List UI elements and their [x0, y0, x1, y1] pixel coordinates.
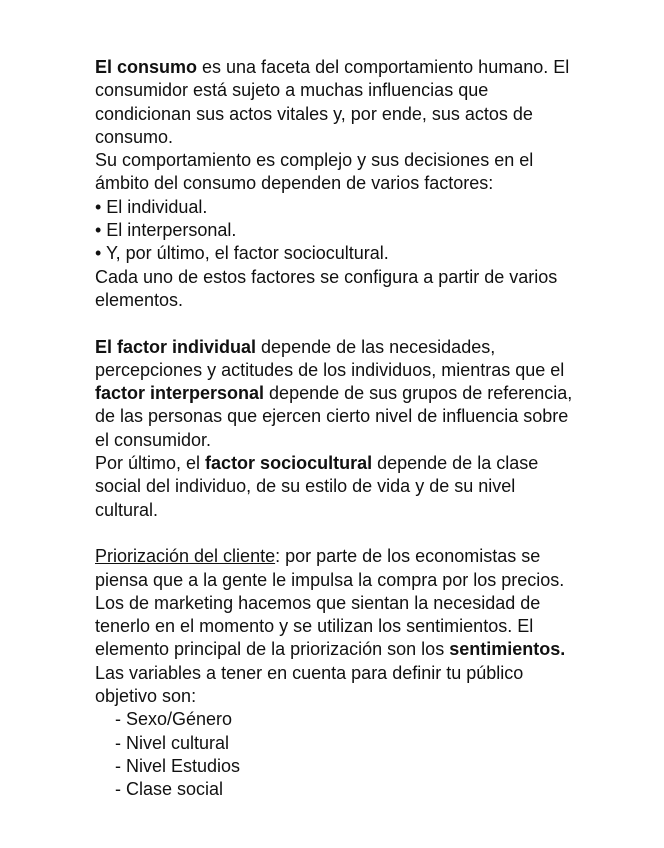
variables-list: [95, 708, 575, 801]
document-page: [95, 56, 575, 802]
term-sentimientos: sentimientos.: [449, 639, 566, 660]
list-item: - Sexo/Género: [115, 709, 233, 730]
paragraph-comportamiento: Su comportamiento es complejo y sus decisiones en el ámbito del consumo dependen de varios factores:: [95, 150, 534, 194]
paragraph-factores-text-1: depende de las necesidades, percepciones y actitudes de los individuos, mientras que el: [95, 336, 565, 380]
paragraph-sociocultural: [95, 452, 575, 522]
paragraph-priorizacion-text-1: : por parte de los economistas se piensa que a la gente le impulsa la compra por los precios. Los de marketing hacemos que sientan la necesidad de tenerlo en el momento y se utilizan los sentimientos. El elemento principal de la priorización son los: [95, 546, 565, 660]
term-factor-sociocultural: factor sociocultural: [205, 453, 373, 474]
paragraph-elementos: Cada uno de estos factores se configura a partir de varios elementos.: [95, 266, 558, 310]
paragraph-factores-text-2: depende de sus grupos de referencia, de las personas que ejercen cierto nivel de influencia sobre el consumidor.: [95, 383, 573, 450]
term-factor-individual: El factor individual: [95, 336, 257, 357]
list-item: - Clase social: [115, 779, 224, 800]
term-priorizacion-cliente: Priorización del cliente: [95, 546, 276, 567]
factor-list: [95, 196, 575, 266]
paragraph-spacer: [95, 312, 575, 335]
paragraph-spacer: [95, 522, 575, 545]
list-item: • El interpersonal.: [95, 220, 237, 241]
list-item: - Nivel Estudios: [115, 755, 241, 776]
paragraph-sociocultural-text-2: depende de la clase social del individuo, de su estilo de vida y de su nivel cultural.: [95, 453, 539, 520]
paragraph-factores: [95, 336, 575, 452]
term-consumo: El consumo: [95, 57, 198, 77]
list-item: • El individual.: [95, 196, 208, 217]
list-item: • Y, por último, el factor sociocultural.: [95, 243, 389, 264]
paragraph-consumo-text: es una faceta del comportamiento humano. El consumidor está sujeto a muchas influencias que condicionan sus actos vitales y, por ende, sus actos de consumo.: [95, 57, 570, 147]
list-item: - Nivel cultural: [115, 732, 230, 753]
paragraph-priorizacion-text-2: Las variables a tener en cuenta para definir tu público objetivo son:: [95, 662, 524, 707]
term-factor-interpersonal: factor interpersonal: [95, 383, 265, 404]
paragraph-priorizacion: [95, 545, 575, 708]
paragraph-sociocultural-text-1: Por último, el: [95, 453, 206, 474]
paragraph-consumo: [95, 56, 575, 149]
